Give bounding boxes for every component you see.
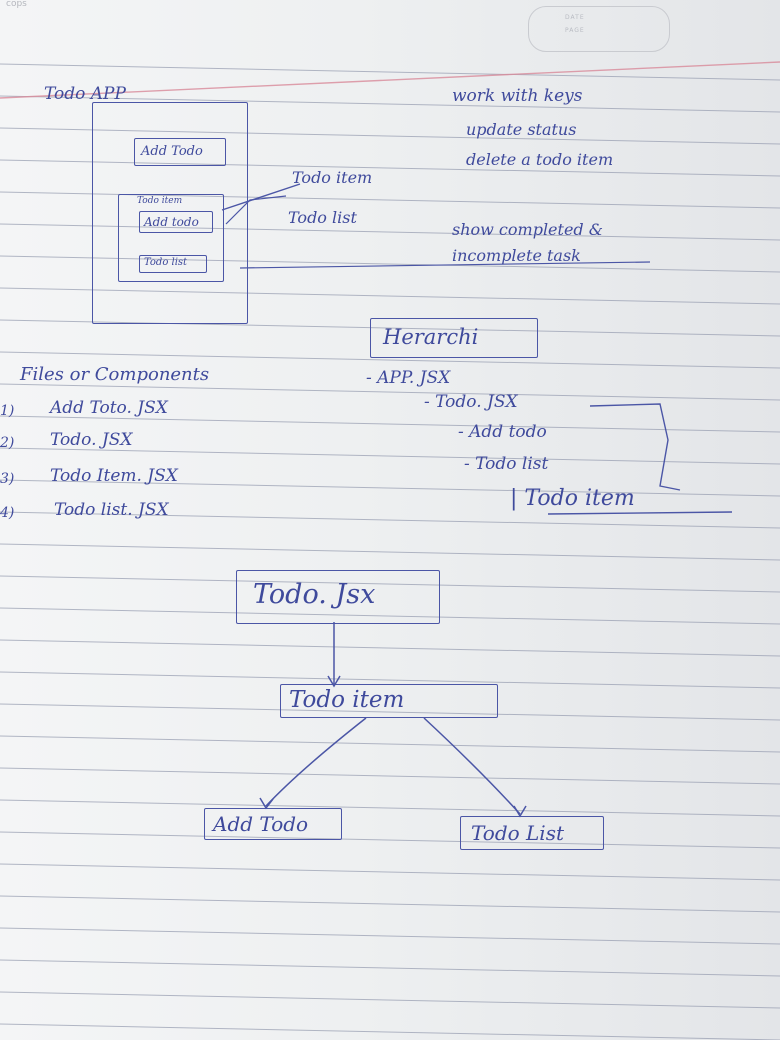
note-line-4: show completed & bbox=[452, 220, 603, 239]
tree-left-leaf-label: Add Todo bbox=[213, 812, 309, 836]
tree-arrowhead-left bbox=[260, 798, 273, 808]
tree-root-label: Todo. Jsx bbox=[253, 579, 376, 610]
tree-edge-child-left bbox=[266, 718, 366, 806]
hierarchy-line-3: - Add todo bbox=[458, 422, 547, 442]
tree-edge-child-right bbox=[424, 718, 520, 814]
tree-right-leaf-label: Todo List bbox=[471, 821, 565, 845]
tree-child-label: Todo item bbox=[289, 687, 405, 713]
add-todo-box-label: Add Todo bbox=[141, 144, 203, 159]
stamp-date-label: DATE bbox=[565, 14, 585, 21]
file-name-4: Todo list. JSX bbox=[54, 500, 169, 520]
stamp-page-label: PAGE bbox=[565, 27, 585, 34]
file-num-3: 3) bbox=[0, 471, 15, 487]
file-name-3: Todo Item. JSX bbox=[50, 466, 178, 486]
note-line-1: work with keys bbox=[452, 86, 583, 106]
file-num-4: 4) bbox=[0, 505, 15, 521]
hierarchy-line-4: - Todo list bbox=[464, 454, 549, 474]
file-name-1: Add Toto. JSX bbox=[50, 398, 168, 418]
note-line-5: incomplete task bbox=[452, 246, 581, 265]
label-todo-item: Todo item bbox=[292, 168, 373, 187]
hierarchy-line-5: | Todo item bbox=[510, 486, 635, 511]
todo-list-box-label: Todo list bbox=[144, 257, 188, 268]
hierarchy-heading: Herarchi bbox=[383, 325, 479, 349]
hierarchy-line-2: - Todo. JSX bbox=[424, 392, 518, 412]
file-num-2: 2) bbox=[0, 435, 15, 451]
hierarchy-line-1: - APP. JSX bbox=[366, 368, 451, 388]
file-name-2: Todo. JSX bbox=[50, 430, 133, 450]
tree-arrowhead-right bbox=[514, 806, 526, 816]
wireframe-title: Todo APP bbox=[44, 84, 126, 104]
note-line-3: delete a todo item bbox=[466, 150, 614, 169]
files-heading: Files or Components bbox=[20, 364, 210, 385]
file-num-1: 1) bbox=[0, 403, 15, 419]
note-line-2: update status bbox=[466, 120, 577, 139]
corner-scribble: cops bbox=[6, 0, 27, 9]
todo-item-box-title: Todo item bbox=[137, 196, 183, 206]
label-todo-list: Todo list bbox=[288, 208, 357, 227]
todo-item-inner-label: Add todo bbox=[144, 215, 199, 229]
